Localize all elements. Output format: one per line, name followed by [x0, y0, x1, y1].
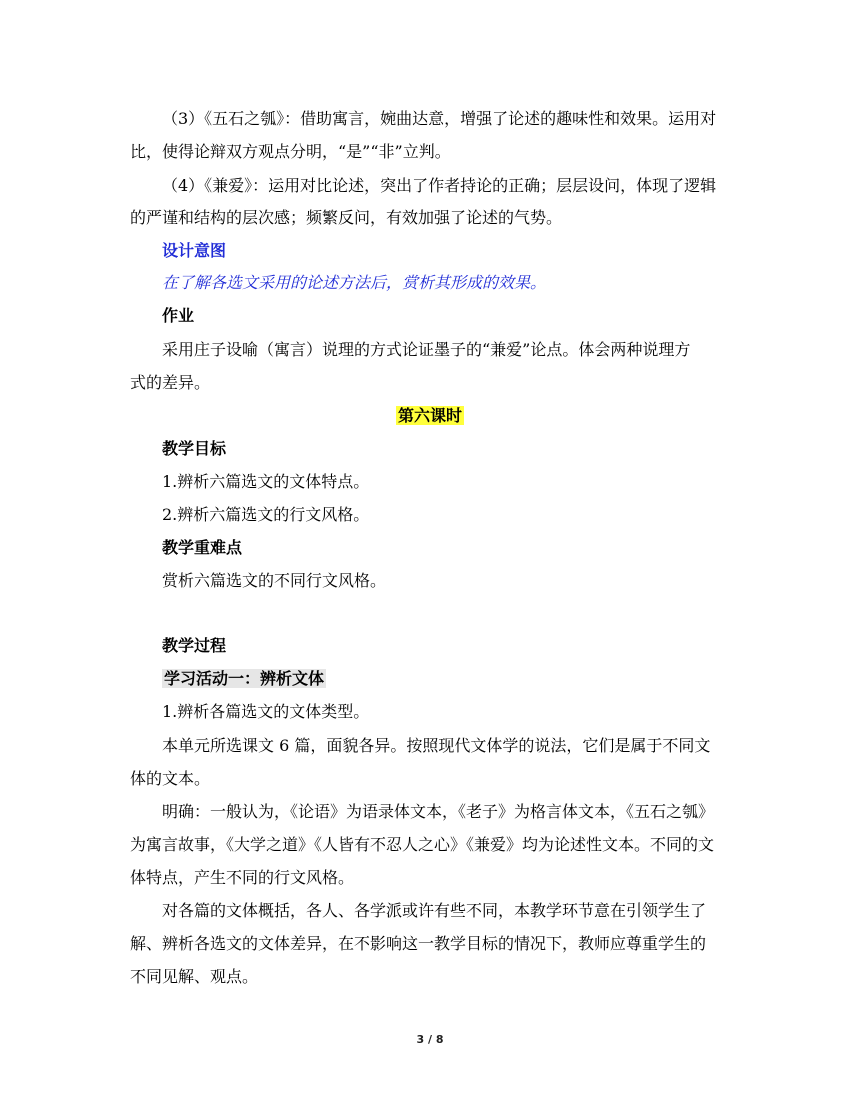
- process-item: 1.辨析各篇选文的文体类型。: [162, 702, 370, 721]
- design-intent-text: 在了解各选文采用的论述方法后，赏析其形成的效果。: [162, 273, 547, 292]
- paragraph-line: 本单元所选课文 6 篇，面貌各异。按照现代文体学的说法，它们是属于不同文: [162, 736, 711, 755]
- lesson-title-row: [0, 406, 860, 426]
- paragraph-line: （3）《五石之瓠》：借助寓言，婉曲达意，增强了论述的趣味性和效果。运用对: [162, 109, 717, 128]
- activity-heading-row: [162, 669, 326, 689]
- paragraph-line: 对各篇的文体概括，各人、各学派或许有些不同，本教学环节意在引领学生了: [162, 901, 707, 920]
- page-number: 3 / 8: [416, 1033, 444, 1046]
- paragraph-line: 的严谨和结构的层次感；频繁反问，有效加强了论述的气势。: [130, 208, 563, 227]
- goal-item: 2.辨析六篇选文的行文风格。: [162, 505, 370, 524]
- key-difficulty-text: 赏析六篇选文的不同行文风格。: [162, 571, 387, 590]
- lesson-title: 第六课时: [397, 406, 462, 425]
- paragraph-line: 体特点，产生不同的行文风格。: [130, 868, 355, 887]
- activity-heading: 学习活动一：辨析文体: [164, 669, 325, 688]
- paragraph-line: 为寓言故事，《大学之道》《人皆有不忍人之心》《兼爱》均为论述性文本。不同的文: [130, 835, 715, 854]
- key-difficulty-heading: 教学重难点: [162, 538, 243, 557]
- teaching-process-heading: 教学过程: [162, 636, 227, 655]
- design-intent-heading: 设计意图: [162, 241, 227, 260]
- paragraph-line: 明确：一般认为，《论语》为语录体文本，《老子》为格言体文本，《五石之瓠》: [162, 802, 715, 821]
- paragraph-line: 解、辨析各选文的文体差异，在不影响这一教学目标的情况下，教师应尊重学生的: [130, 934, 707, 953]
- homework-line: 采用庄子设喻（寓言）说理的方式论证墨子的“兼爱”论点。体会两种说理方: [162, 340, 691, 359]
- paragraph-line: 比，使得论辩双方观点分明，“是”“非”立判。: [130, 142, 451, 161]
- paragraph-line: （4）《兼爱》：运用对比论述，突出了作者持论的正确；层层设问，体现了逻辑: [162, 176, 717, 195]
- homework-heading: 作业: [162, 306, 195, 325]
- goal-item: 1.辨析六篇选文的文体特点。: [162, 472, 370, 491]
- teaching-goals-heading: 教学目标: [162, 439, 227, 458]
- paragraph-line: 不同见解、观点。: [130, 967, 259, 986]
- homework-line: 式的差异。: [130, 373, 211, 392]
- paragraph-line: 体的文本。: [130, 769, 211, 788]
